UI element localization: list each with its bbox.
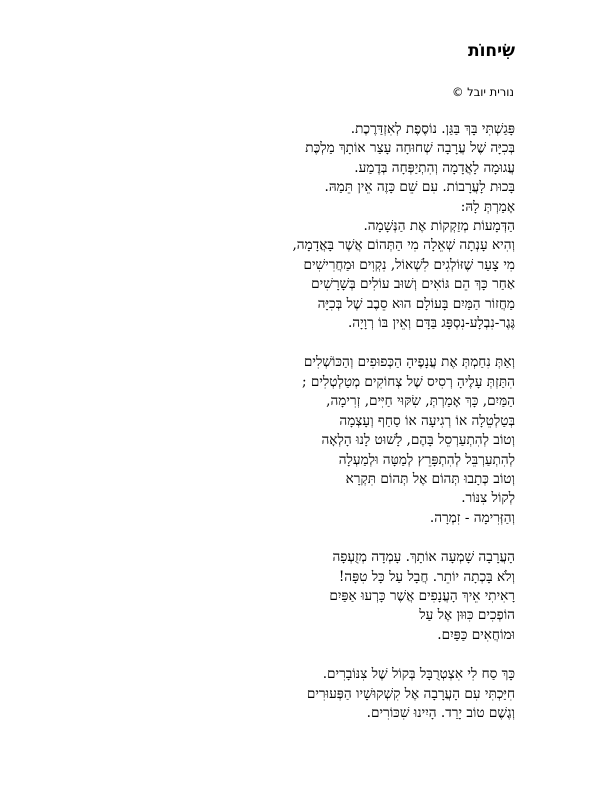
- poem-line: בְּטַלְטֵלָה אוֹ רְגִיעָה אוֹ סַחַף וְעָצְמָה: [339, 412, 515, 429]
- stanza-3: [75, 548, 515, 645]
- poem-line: וְהַזְּרִימָה - זִמְרָה.: [429, 509, 515, 526]
- author-byline: נורית יובל ©: [451, 85, 514, 99]
- poem-line: אַחַר כָּךְ הֵם גּוֹאִים וְשׁוּב עוֹלִים בְּשָׁרָשִׁים: [311, 276, 515, 293]
- poem-line: הוֹפְכִים כִּוּוּן אֶל עַל: [419, 607, 515, 624]
- poem-title: שִׂיחוֹת: [467, 41, 515, 61]
- poem-line: לְקוֹל צִנּוֹר.: [461, 490, 515, 507]
- poem-line: לְהִתְעַרְבֵּל לְהִתְפָּרֵץ לְמַטָּה וּלְמַעְלָה: [338, 451, 515, 468]
- poem-line: וְלֹא בָּכְתָה יוֹתֵר. חֲבָל עַל כָּל טִפָּה!: [338, 568, 515, 585]
- poem-line: פָּגַשְׁתִּי בָּךְ בַּגַּן. נוֹסֶפֶת לְאִזְדַּרֶכֶת.: [350, 121, 515, 137]
- poem-line: גֶּגֶר-נִבְלָע-נִסְפָּג בַּדָּם וְאֵין בּוֹ רְוָיָה.: [347, 315, 515, 332]
- poem-line: הִתַּזְתְּ עָלֶיהָ רְסִיס שֶׁל צְחוֹקִים מְטַלְטְלִים ;: [301, 373, 515, 390]
- poem-line: וְגֶשֶׁם טוֹב יָרַד. הָיִינוּ שִׁכּוֹרִים.: [366, 704, 515, 721]
- poem-line: רָאִיתִי אֵיךְ הָעֲנָפִים אֲשֶׁר כָּרְעוּ אַפַּיִם: [329, 587, 515, 604]
- stanza-2: [75, 353, 515, 528]
- poem-line: הַמַּיִם, כָּךְ אָמַרְתְּ, שִׂקּוּי חַיִּים, זְרִימָה,: [326, 393, 515, 410]
- poem-line: וְאַתְּ נִחַמְתְּ אֶת עֲנָפֶיהָ הַכְּפוּפִים וְהַכּוֹשְׁלִים: [303, 354, 515, 371]
- poem-line: וְהִיא עָנְתָה שְׁאֵלָה מִי הַתְּהוֹם אֲשֶׁר בָּאֲדָמָה,: [292, 237, 515, 254]
- poem-line: מַחֲזוֹר הַמַּיִם בָּעוֹלָם הוּא סֵבֶב שֶׁל בְּכִיָּה: [317, 295, 515, 312]
- stanza-4: [75, 665, 515, 723]
- poem-line: וּמוֹחֲאִים כַּפַּיִם.: [437, 626, 515, 643]
- poem-line: אָמַרְתְּ לָהּ:: [460, 198, 515, 215]
- poem-line: וְטוֹב לְהִתְעַרְסֵל בָּהֶם, לָשׁוּט לָנוּ הָלְאָה: [321, 432, 515, 449]
- poem-body: [75, 120, 515, 743]
- poem-line: מִי צָעַר שֶׁזּוֹלְגִים לִשְׁאוֹל, נִקְוִים וּמַחֲרִישִׁים: [303, 256, 515, 273]
- poem-line: הָעֲרָבָה שָׁמְעָה אוֹתָךְ. עָמְדָה מְזֻעְפָה: [332, 549, 515, 566]
- poem-line: עֲגוּמָה לָאֲדָמָה וְהִתְיַפְּחָה בְּדֶמַע.: [354, 159, 515, 176]
- poem-line: בָּכוּת לָעֲרָבוֹת. עִם שֵׁם כָּזֶה אֵין תֵּמַהּ.: [324, 179, 515, 196]
- poem-line: הַדְּמָעוֹת מְזַקְקוֹת אֶת הַנְּשָׁמָה.: [363, 218, 515, 235]
- poem-line: בְּכִיָּה שֶׁל עֲרָבָה שְׁחוּחָה עָצַר אוֹתָךְ מַלְכֶּת: [305, 140, 515, 157]
- poem-line: וְטוֹב כְּתָבוּ תְּהוֹם אֶל תְּהוֹם תִּקְרָא: [345, 470, 515, 487]
- stanza-1: [75, 120, 515, 333]
- poem-line: חִיַּכְתִּי עִם הָעֲרָבָה אֶל קִשְׁקוּשָׁיו הַפְּעוּרִים: [306, 685, 515, 702]
- poem-line: כָּךְ סַח לִי אִצְטְרֻבָּל בְּקוֹל שֶׁל צִנּוֹבָרִים.: [322, 666, 515, 683]
